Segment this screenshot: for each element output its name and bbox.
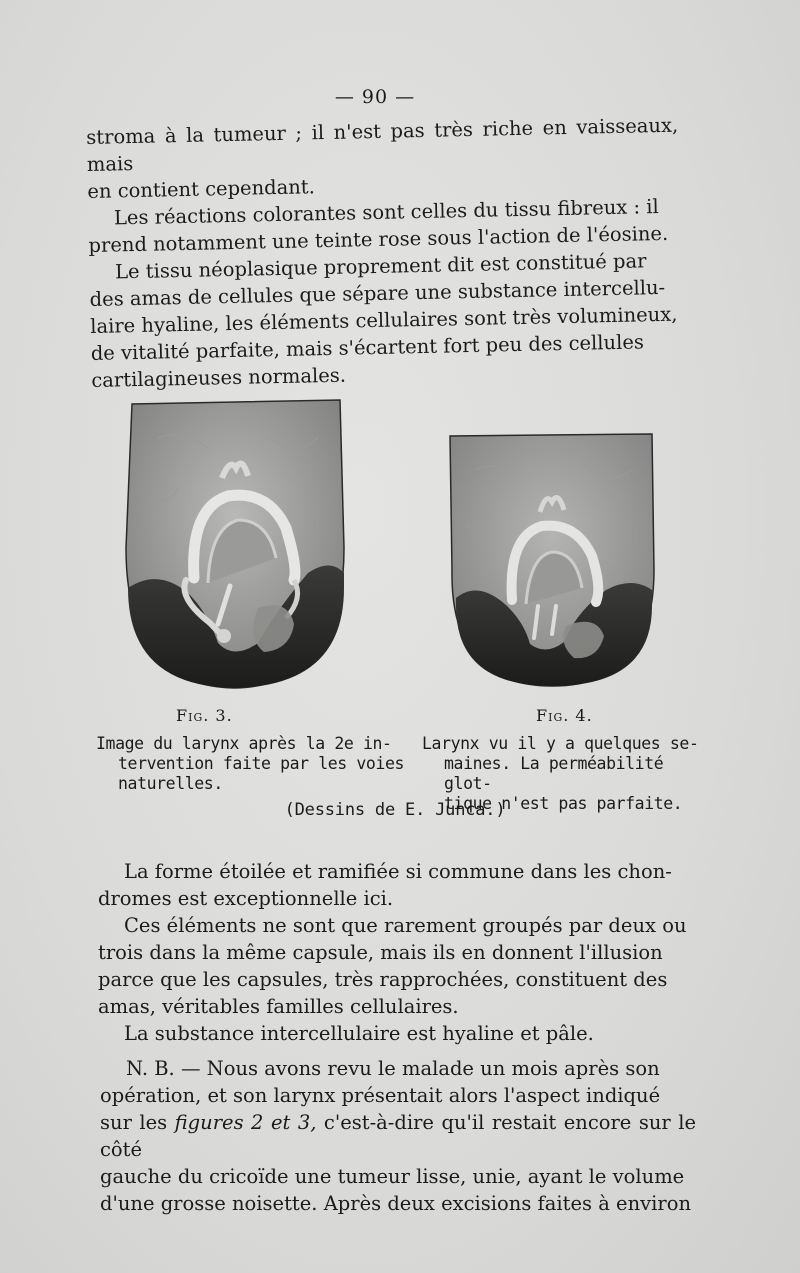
text-line: parce que les capsules, très rapprochées, constituent des xyxy=(98,968,668,991)
text-line: cartilagineuses normales. xyxy=(91,363,347,392)
figure-3-caption xyxy=(96,734,406,794)
text-line: des amas de cellules que sépare une substance intercellu- xyxy=(89,275,666,311)
text-line: gauche du cricoïde une tumeur lisse, unie, ayant le volume xyxy=(100,1165,685,1188)
text-line: Ces éléments ne sont que rarement groupés par deux ou xyxy=(124,914,687,937)
nb-paragraph xyxy=(100,1055,696,1217)
figure-reference: figures 2 et 3, xyxy=(174,1111,317,1134)
caption-line: Larynx vu il y a quelques se- xyxy=(422,734,699,753)
page-number: — 90 — xyxy=(334,86,416,108)
text-line: La forme étoilée et ramifiée si commune dans les chon- xyxy=(124,860,672,883)
text-line: d'une grosse noisette. Après deux excisions faites à environ xyxy=(100,1192,691,1215)
caption-line: tique n'est pas parfaite. xyxy=(444,794,683,813)
caption-line: tervention faite par les voies xyxy=(118,754,405,773)
caption-line: Image du larynx après la 2e in- xyxy=(96,734,392,753)
text-line: prend notamment une teinte rose sous l'action de l'éosine. xyxy=(88,221,669,257)
text-line: opération, et son larynx présentait alors l'aspect indiqué xyxy=(100,1084,661,1107)
text-fragment: sur les xyxy=(100,1111,175,1134)
text-line: de vitalité parfaite, mais s'écartent fort peu des cellules xyxy=(90,330,645,365)
figure-3-larynx-drawing xyxy=(118,398,350,690)
text-fragment: c'est-à-dire qu'il restait encore sur le côté xyxy=(100,1111,696,1161)
figure-4-larynx-drawing xyxy=(446,430,658,688)
text-line: La substance intercellulaire est hyaline et pâle. xyxy=(124,1022,594,1045)
text-line: en contient cependant. xyxy=(87,175,316,203)
text-line: amas, véritables familles cellulaires. xyxy=(98,995,459,1018)
caption-line: naturelles. xyxy=(118,774,223,793)
top-paragraphs xyxy=(86,112,684,394)
text-line: N. B. — Nous avons revu le malade un mois après son xyxy=(126,1057,660,1080)
text-line: Le tissu néoplasique proprement dit est constitué par xyxy=(114,249,647,284)
credit-text: (Dessins de E. Junca.) xyxy=(284,800,506,820)
drawing-credit xyxy=(0,800,800,820)
figure-3-title: Fig. 3. xyxy=(176,706,233,725)
bottom-paragraphs xyxy=(98,858,694,1047)
caption-line: maines. La perméabilité glot- xyxy=(444,754,664,793)
text-line: stroma à la tumeur ; il n'est pas très riche en vaisseaux, mais xyxy=(86,113,679,176)
text-line xyxy=(100,1109,696,1163)
text-line: laire hyaline, les éléments cellulaires sont très volumineux, xyxy=(90,302,678,338)
text-line: trois dans la même capsule, mais ils en donnent l'illusion xyxy=(98,941,663,964)
text-line: Les réactions colorantes sont celles du tissu fibreux : il xyxy=(113,195,659,230)
figure-4-title: Fig. 4. xyxy=(536,706,593,725)
text-line: dromes est exceptionnelle ici. xyxy=(98,887,394,910)
